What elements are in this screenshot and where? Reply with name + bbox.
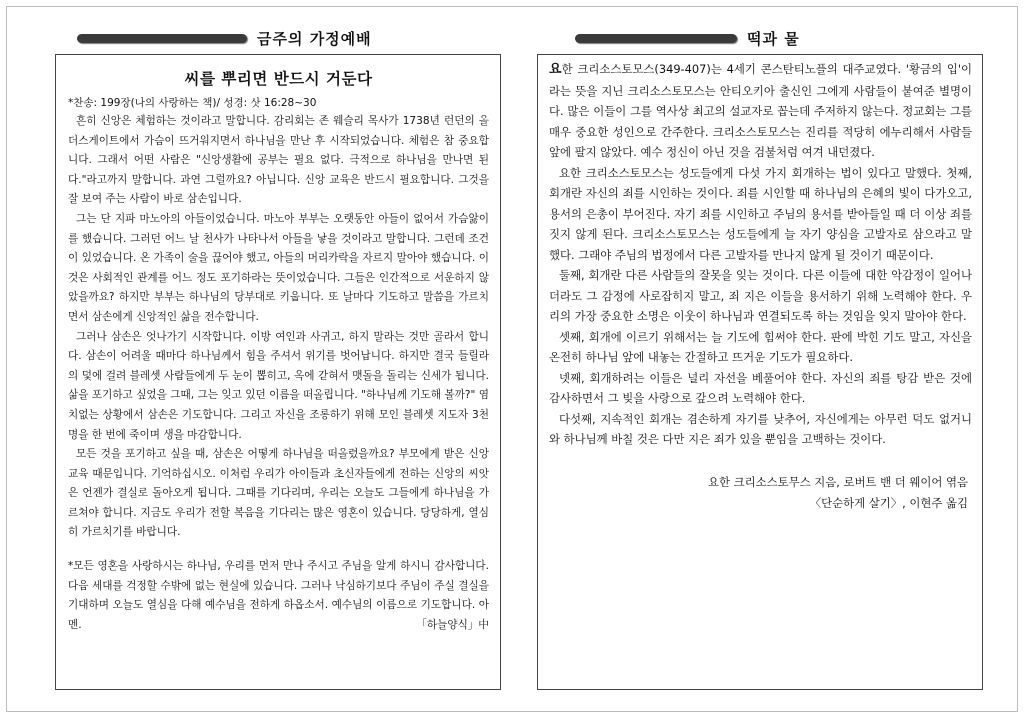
closing-prayer xyxy=(68,557,489,635)
source-citation: 「하늘양식」中 xyxy=(416,618,489,631)
drop-character: 요 xyxy=(549,62,562,77)
sermon-paragraph: 그는 단 지파 마노아의 아들이었습니다. 마노아 부부는 오랫동안 아들이 없어서 가슴앓이를 했습니다. 그러던 어느 날 천사가 나타나서 아들을 낳을 것이라고 말합니다. 그런데 조건이 있었습니다. 온 가족이 술을 끊어야 했고, 아들의 머리카락을 자르지 말아야 했습니다. 이것은 사회적인 관계를 어느 정도 포기하라는 뜻이었습니다. 그들은 인간적으로 서운하지 않았을까요? 하지만 부부는 하나님의 당부대로 키웁니다. 또 날마다 기도하고 말씀을 가르치면서 삼손에게 신앙적인 삶을 전수합니다. xyxy=(68,212,489,323)
article-paragraph: 넷째, 회개하려는 이들은 널리 자선을 베풀어야 한다. 자신의 죄를 탕감 받은 것에 감사하면서 그 빚을 사랑으로 갚으려 노력해야 한다. xyxy=(549,370,972,405)
article-paragraph: 요한 크리소스토모스는 성도들에게 다섯 가지 회개하는 법이 있다고 말했다. 첫째, 회개란 자신의 죄를 시인하는 것이다. 죄를 시인할 때 하나님의 은혜의 빛이 다가오고, 용서의 은총이 부어진다. 자기 죄를 시인하고 주님의 용서를 받아들일 때 더 이상 죄를 짓지 않게 된다. 크리소스토모스는 성도들에게 늘 자기 양심을 고발자로 삼으라고 말했다. 그래야 주님의 법정에서 다른 고발자를 만나지 않게 될 것이기 때문이다. xyxy=(549,165,972,262)
book-credit: 〈단순하게 살기〉, 이현주 옮김 xyxy=(809,495,968,510)
page xyxy=(6,6,1018,712)
family-worship-box xyxy=(55,54,501,690)
left-header-title: 금주의 가정예배 xyxy=(257,29,372,48)
paragraph-text: 한 크리소스토모스(349-407)는 4세기 콘스탄티노플의 대주교였다. '황금의 입'이라는 뜻을 지닌 크리소스토모스는 안티오키아 출신인 그에게 사람들이 붙여준 별명이다. 많은 이들이 그를 역사상 최고의 설교자로 꼽는데 주저하지 않는다. 정교회는 그를 매우 중요한 성인으로 간주한다. 크리소스토모스는 진리를 적당히 에누리해서 사람들 앞에 팔지 않았다. 예수 정신이 아닌 것을 검불처럼 여겨 내던졌다. xyxy=(549,62,972,159)
hymn-scripture-line: *찬송: 199장(나의 사랑하는 책)/ 성경: 삿 16:28~30 xyxy=(68,97,317,109)
header-bar xyxy=(77,34,247,43)
right-section-header xyxy=(575,27,800,49)
author-credit: 요한 크리소스토무스 지음, 로버트 밴 더 웨이어 엮음 xyxy=(707,474,968,489)
article-paragraph xyxy=(549,59,972,163)
left-section-header xyxy=(77,27,372,49)
article-paragraph: 셋째, 회개에 이르기 위해서는 늘 기도에 힘써야 한다. 판에 박힌 기도 말고, 자신을 온전히 하나님 앞에 내놓는 간절하고 뜨거운 기도가 필요하다. xyxy=(549,329,972,364)
sermon-paragraph: 그러나 삼손은 엇나가기 시작합니다. 이방 여인과 사귀고, 하지 말라는 것만 골라서 합니다. 삼손이 어려울 때마다 하나님께서 힘을 주셔서 위기를 벗어납니다. 하지만 결국 들릴라의 덫에 걸려 블레셋 사람들에게 두 눈이 뽑히고, 옥에 갇혀서 맷돌을 돌리는 신세가 됩니다. 삶을 포기하고 싶었을 그때, 그는 잊고 있던 이름을 떠올립니다. "하나님께 기도해 볼까?" 염치없는 상황에서 삼손은 기도합니다. 그리고 자신을 조롱하기 위해 모인 블레셋 지도자 3천 명을 한 번에 죽이며 생을 마감합니다. xyxy=(68,330,489,441)
credits xyxy=(549,472,972,514)
right-header-title: 떡과 물 xyxy=(747,29,800,48)
header-bar xyxy=(575,34,737,43)
sermon-paragraph: 모든 것을 포기하고 싶을 때, 삼손은 어떻게 하나님을 떠올렸을까요? 부모에게 받은 신앙 교육 때문입니다. 기억하십시오. 이처럼 우리가 아이들과 초신자들에게 전하는 신앙의 씨앗은 언젠가 결실로 돌아오게 됩니다. 그때를 기다리며, 우리는 오늘도 그들에게 하나님을 가르쳐야 합니다. 지금도 우리가 전할 복음을 기다리는 많은 영혼이 있습니다. 당당하게, 열심히 가르치기를 바랍니다. xyxy=(68,448,489,539)
bread-and-water-box xyxy=(537,54,983,690)
sermon-title: 씨를 뿌리면 반드시 거둔다 xyxy=(184,70,373,88)
article-paragraph: 다섯째, 지속적인 회개는 겸손하게 자기를 낮추어, 자신에게는 아무런 덕도 없거니와 하나님께 바칠 것은 다만 지은 죄가 있을 뿐임을 고백하는 것이다. xyxy=(549,411,972,446)
article-paragraph: 둘째, 회개란 다른 사람들의 잘못을 잊는 것이다. 다른 이들에 대한 악감정이 일어나더라도 그 감정에 사로잡히지 말고, 죄 지은 이들을 용서하기 위해 노력해야 한다. 우리의 가장 중요한 소명은 이웃이 하나님과 연결되도록 하는 것임을 잊지 말아야 한다. xyxy=(549,268,972,323)
sermon-paragraph: 흔히 신앙은 체험하는 것이라고 말합니다. 감리회는 존 웨슬리 목사가 1738년 런던의 올더스게이트에서 가슴이 뜨거워지면서 하나님을 만난 후 시작되었습니다. 체험은 참 중요합니다. 그래서 어떤 사람은 "신앙생활에 공부는 필요 없다. 극적으로 하나님을 만나면 된다."라고까지 말합니다. 과연 그럴까요? 아닙니다. 신앙 교육은 반드시 필요합니다. 그것을 잘 보여 주는 사람이 바로 삼손입니다. xyxy=(68,115,489,206)
prayer-text: *모든 영혼을 사랑하시는 하나님, 우리를 먼저 만나 주시고 주님을 알게 하시니 감사합니다. 다음 세대를 걱정할 수밖에 없는 현실에 있습니다. 그러나 낙심하기보다 주님이 주실 결실을 기대하며 오늘도 열심을 다해 예수님을 전하게 하옵소서. 예수님의 이름으로 기도합니다. 아멘. xyxy=(68,560,489,631)
